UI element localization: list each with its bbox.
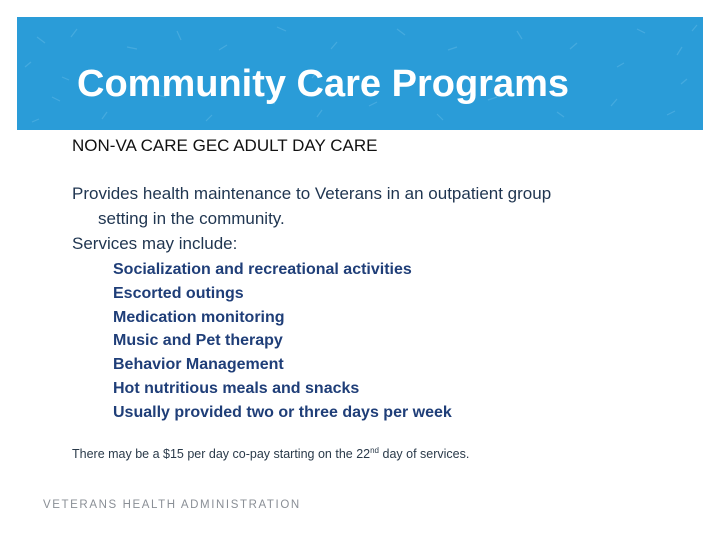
description-line: Provides health maintenance to Veterans in an outpatient group [72, 184, 552, 203]
description-line: setting in the community. [98, 209, 285, 228]
list-item: Music and Pet therapy [113, 332, 283, 350]
list-item: Hot nutritious meals and snacks [113, 379, 360, 397]
copay-note-text-end: day of services. [379, 447, 470, 461]
list-item: Usually provided two or three days per week [113, 403, 452, 421]
footer-label: VETERANS HEALTH ADMINISTRATION [43, 499, 301, 511]
copay-note-text: There may be a $15 per day co-pay starting on the 22 [72, 447, 371, 461]
list-item: Escorted outings [113, 284, 244, 302]
copay-note [72, 446, 469, 461]
page-title: Community Care Programs [77, 63, 570, 105]
services-list [113, 258, 452, 425]
list-item: Behavior Management [113, 356, 284, 374]
section-heading: NON-VA CARE GEC ADULT DAY CARE [72, 136, 378, 155]
list-item: Medication monitoring [113, 308, 285, 326]
title-banner [17, 17, 703, 130]
description-block [72, 181, 692, 256]
ordinal-suffix: nd [370, 446, 380, 455]
list-item: Socialization and recreational activities [113, 261, 412, 278]
services-intro: Services may include: [72, 234, 238, 253]
